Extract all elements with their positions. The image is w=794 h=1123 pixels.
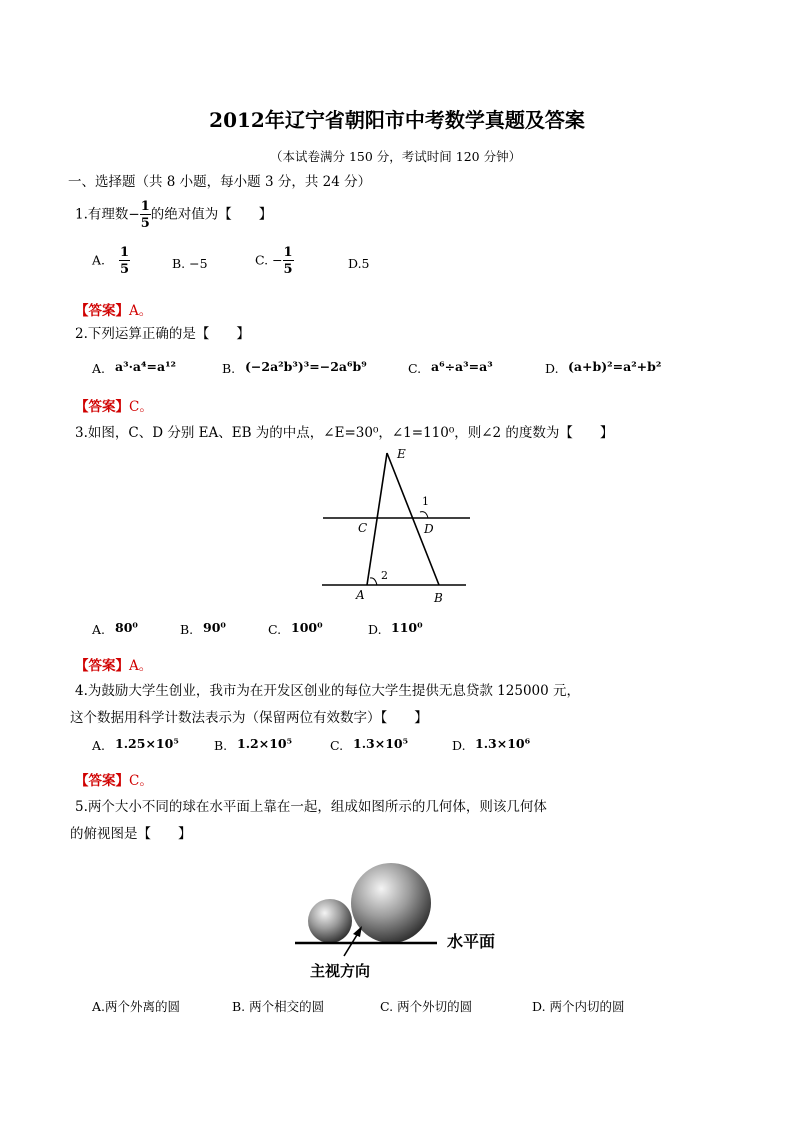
q2-option-d: (a+b)²=a²+b² xyxy=(568,359,662,374)
q4-option-d: 1.3×10⁶ xyxy=(475,736,531,751)
q1-option-a-num: 1 xyxy=(120,245,130,260)
q4-option-c: 1.3×10⁵ xyxy=(353,736,409,751)
q5-option-a: A.两个外离的圆 xyxy=(92,999,181,1014)
q1-fraction xyxy=(140,200,151,230)
q1-option-a xyxy=(92,246,130,276)
q2-option-d-label: D. xyxy=(545,361,559,376)
small-sphere xyxy=(308,899,352,943)
q3-option-a: 80⁰ xyxy=(115,620,138,635)
label-c: C xyxy=(358,521,368,535)
q1-option-c-label: C. − xyxy=(255,252,283,268)
exam-note: （本试卷满分 150 分，考试时间 120 分钟） xyxy=(270,149,522,164)
angle-1-arc xyxy=(420,512,428,518)
question-5-line-2: 的俯视图是【 】 xyxy=(70,826,192,842)
label-angle-1: 1 xyxy=(422,495,429,508)
q3-option-c-label: C. xyxy=(268,622,282,637)
q1-option-b: B. −5 xyxy=(172,256,208,271)
q3-option-b-label: B. xyxy=(180,622,194,637)
q4-option-a: 1.25×10⁵ xyxy=(115,736,179,751)
q1-prefix: 1.有理数 xyxy=(75,206,129,223)
q3-triangle-figure xyxy=(318,444,478,606)
label-a: A xyxy=(356,588,365,602)
question-4-line-2: 这个数据用科学计数法表示为（保留两位有效数字）【 】 xyxy=(70,710,428,726)
angle-2-arc xyxy=(370,578,377,585)
q1-fraction-num: 1 xyxy=(140,199,150,214)
page-title: 2012年辽宁省朝阳市中考数学真题及答案 xyxy=(209,108,585,132)
q3-option-a-label: A. xyxy=(92,622,106,637)
question-3: 3.如图，C、D 分别 EA、EB 为的中点，∠E=30⁰，∠1=110⁰，则∠2 的度数为【 】 xyxy=(75,425,614,441)
q5-option-d: D. 两个内切的圆 xyxy=(532,999,625,1014)
label-angle-2: 2 xyxy=(381,569,388,582)
q4-option-b: 1.2×10⁵ xyxy=(237,736,293,751)
q2-option-b-label: B. xyxy=(222,361,236,376)
label-d: D xyxy=(424,522,434,536)
q1-option-c-num: 1 xyxy=(283,245,293,260)
q2-option-a-label: A. xyxy=(92,361,106,376)
answer-label: 【答案】 xyxy=(75,773,129,789)
q1-fraction-den: 5 xyxy=(140,216,150,231)
q1-answer-value: A。 xyxy=(129,303,153,319)
q1-suffix: 的绝对值为【 】 xyxy=(150,206,273,223)
q1-option-a-label: A. xyxy=(92,252,106,268)
q2-answer xyxy=(75,395,153,415)
q4-answer-value: C。 xyxy=(129,773,153,789)
q5-option-b: B. 两个相交的圆 xyxy=(232,999,325,1014)
label-b: B xyxy=(434,591,443,605)
answer-label: 【答案】 xyxy=(75,658,129,674)
q2-option-c-label: C. xyxy=(408,361,422,376)
segment-ea xyxy=(367,453,387,585)
q4-option-d-label: D. xyxy=(452,738,466,753)
question-1 xyxy=(75,200,272,230)
q3-answer xyxy=(75,654,152,674)
q3-option-d: 110⁰ xyxy=(391,620,423,635)
q4-option-a-label: A. xyxy=(92,738,106,753)
label-view-direction: 主视方向 xyxy=(310,962,371,980)
q1-minus: − xyxy=(128,206,140,223)
q5-spheres-figure xyxy=(290,850,520,985)
q1-option-c-den: 5 xyxy=(283,262,293,277)
q1-option-a-den: 5 xyxy=(120,262,130,277)
answer-label: 【答案】 xyxy=(75,399,129,415)
label-e: E xyxy=(397,447,406,461)
q2-answer-value: C。 xyxy=(129,399,153,415)
q1-option-c-fraction xyxy=(283,246,294,276)
q3-option-b: 90⁰ xyxy=(203,620,226,635)
q4-option-c-label: C. xyxy=(330,738,344,753)
q4-option-b-label: B. xyxy=(214,738,228,753)
q1-option-c xyxy=(255,246,294,276)
q4-answer xyxy=(75,769,153,789)
q3-option-c: 100⁰ xyxy=(291,620,323,635)
q5-option-c: C. 两个外切的圆 xyxy=(380,999,473,1014)
section-heading: 一、选择题（共 8 小题，每小题 3 分，共 24 分） xyxy=(68,174,372,190)
large-sphere xyxy=(351,863,431,943)
answer-label: 【答案】 xyxy=(75,303,129,319)
q3-answer-value: A。 xyxy=(129,658,153,674)
segment-eb xyxy=(387,453,439,585)
q1-option-d: D.5 xyxy=(348,256,370,271)
q2-option-a: a³·a⁴=a¹² xyxy=(115,359,177,374)
label-horizontal-surface: 水平面 xyxy=(447,932,496,951)
question-5-line-1: 5.两个大小不同的球在水平面上靠在一起，组成如图所示的几何体，则该几何体 xyxy=(75,799,547,815)
q3-option-d-label: D. xyxy=(368,622,382,637)
q2-option-b: (−2a²b³)³=−2a⁶b⁹ xyxy=(245,359,367,374)
question-4-line-1: 4.为鼓励大学生创业，我市为在开发区创业的每位大学生提供无息贷款 125000 元， xyxy=(75,683,580,699)
q1-option-a-fraction xyxy=(119,246,130,276)
question-2: 2.下列运算正确的是【 】 xyxy=(75,326,250,342)
q2-option-c: a⁶÷a³=a³ xyxy=(431,359,493,374)
arrow-head-icon xyxy=(353,926,362,937)
q1-answer xyxy=(75,299,152,319)
